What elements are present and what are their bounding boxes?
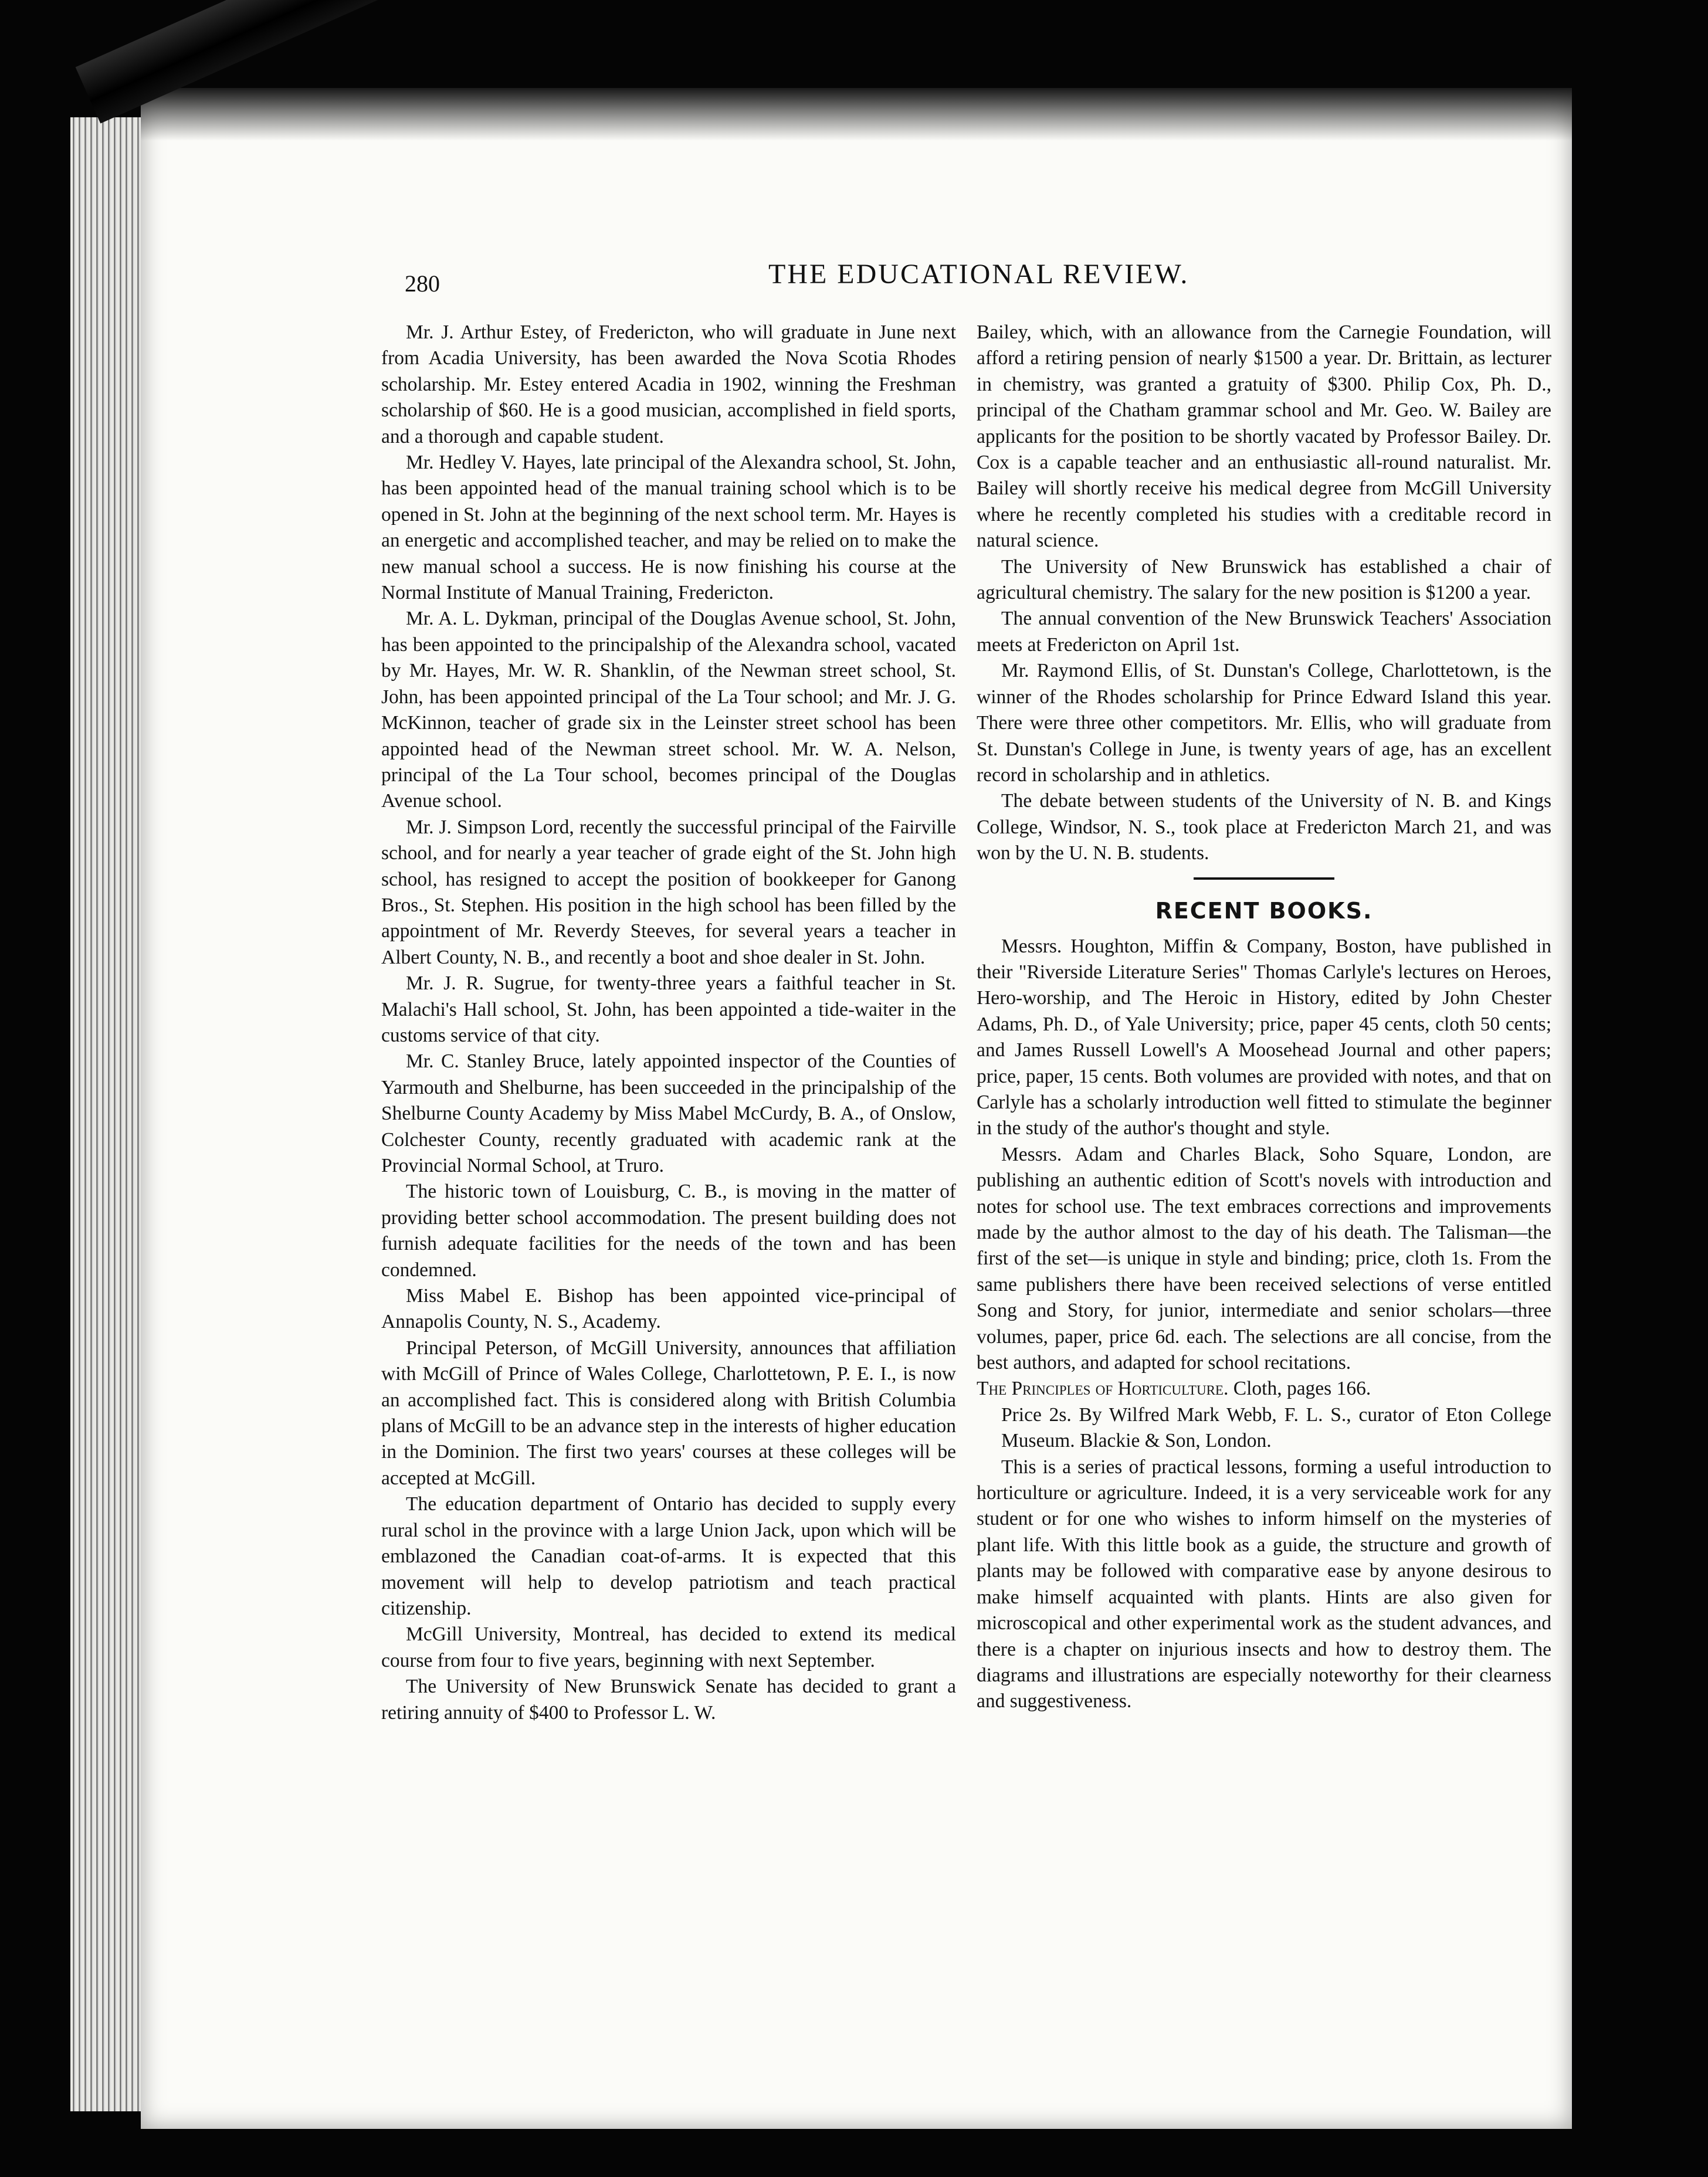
- running-title: THE EDUCATIONAL REVIEW.: [768, 259, 1190, 290]
- article-paragraph: The University of New Brunswick has established a chair of agricultural chemistry. The salary for the new position is $1200 a year.: [977, 555, 1551, 604]
- book-notice: Messrs. Adam and Charles Black, Soho Square, London, are publishing an authentic edition of Scott's novels with introduction and notes for school use. The text embraces corrections and improvements made by the author almost to the day of his death. The Talisman—the first of the set—is unique in style and binding; price, cloth 1s. From the same publishers there have been received selections of verse entitled Song and Story, for junior, intermediate and senior scholars—three volumes, paper, price 6d. each. The selections are all concise, from the best authors, and adapted for school recitations.: [977, 1143, 1551, 1374]
- article-paragraph-continued: Bailey, which, with an allowance from the Carnegie Foundation, will afford a retiring pension of nearly $1500 a year. Dr. Brittain, as lecturer in chemistry, was granted a gratuity of $300. Philip Cox, Ph. D., principal of the Chatham grammar school and Mr. Geo. W. Bailey are applicants for the position to be shortly vacated by Professor Bailey. Dr. Cox is a capable teacher and an enthusiastic all-round naturalist. Mr. Bailey will shortly receive his medical degree from McGill University where he recently completed his studies with a creditable record in natural science.: [977, 321, 1551, 552]
- page-header: [405, 258, 1531, 305]
- article-paragraph: The University of New Brunswick Senate has decided to grant a retiring annuity of $400 to Professor L. W.: [381, 1676, 956, 1724]
- page-edge-stack: [70, 117, 141, 2111]
- section-rule: [1194, 877, 1334, 880]
- review-book-details: Cloth, pages 166.: [1228, 1378, 1371, 1400]
- right-column: [977, 320, 1551, 1715]
- article-paragraph: The debate between students of the University of N. B. and Kings College, Windsor, N. S., took place at Fredericton March 21, and was won by the U. N. B. students.: [977, 790, 1551, 864]
- article-paragraph: Mr. J. R. Sugrue, for twenty-three years a faithful teacher in St. Malachi's Hall school, St. John, has been appointed a tide-waiter in the customs service of that city.: [381, 972, 956, 1046]
- article-paragraph: Mr. J. Simpson Lord, recently the successful principal of the Fairville school, and for nearly a year teacher of grade eight of the St. John high school, has resigned to accept the position of bookkeeper for Ganong Bros., St. Stephen. His position in the high school has been filled by the appointment of Mr. Reverdy Steeves, for several years a teacher in Albert County, N. B., and recently a boot and shoe dealer in St. John.: [381, 816, 956, 968]
- article-paragraph: The education department of Ontario has decided to supply every rural schol in the province with a large Union Jack, upon which will be emblazoned the Canadian coat-of-arms. It is expected that this movement will help to develop patriotism and teach practical citizenship.: [381, 1493, 956, 1619]
- article-paragraph: Miss Mabel E. Bishop has been appointed vice-principal of Annapolis County, N. S., Academy.: [381, 1285, 956, 1333]
- article-paragraph: McGill University, Montreal, has decided to extend its medical course from four to five years, beginning with next September.: [381, 1623, 956, 1671]
- review-body: This is a series of practical lessons, forming a useful introduction to horticulture or agriculture. Indeed, it is a very serviceable work for any student or for one who wishes to inform himself on the mysteries of plant life. With this little book as a guide, the structure and growth of plants may be followed with comparative ease by anyone desirous to make himself acquainted with plants. Hints are also given for microscopical and other experimental work as the student advances, and there is a chapter on injurious insects and how to destroy them. The diagrams and illustrations are especially noteworthy for their clearness and suggestiveness.: [977, 1456, 1551, 1713]
- review-publication-info: Price 2s. By Wilfred Mark Webb, F. L. S., curator of Eton College Museum. Blackie & Son, London.: [1001, 1403, 1551, 1452]
- article-paragraph: Mr. J. Arthur Estey, of Fredericton, who will graduate in June next from Acadia University, has been awarded the Nova Scotia Rhodes scholarship. Mr. Estey entered Acadia in 1902, winning the Freshman scholarship of $60. He is a good musician, accomplished in field sports, and a thorough and capable student.: [381, 321, 956, 447]
- article-paragraph: Mr. A. L. Dykman, principal of the Douglas Avenue school, St. John, has been appointed to the principalship of the Alexandra school, vacated by Mr. Hayes, Mr. W. R. Shanklin, of the Newman street school, St. John, has been appointed principal of the La Tour school; and Mr. J. G. McKinnon, teacher of grade six in the Leinster street school has been appointed head of the Newman street school. Mr. W. A. Nelson, principal of the La Tour school, becomes principal of the Douglas Avenue school.: [381, 608, 956, 812]
- review-citation: [977, 1376, 1551, 1402]
- article-paragraph: Mr. C. Stanley Bruce, lately appointed inspector of the Counties of Yarmouth and Shelburne, has been succeeded in the principalship of the Shelburne County Academy by Miss Mabel McCurdy, B. A., of Onslow, Colchester County, recently graduated with academic rank at the Provincial Normal School, at Truro.: [381, 1050, 956, 1176]
- page-number: 280: [405, 270, 440, 297]
- article-paragraph: The annual convention of the New Brunswick Teachers' Association meets at Fredericton on April 1st.: [977, 608, 1551, 656]
- article-paragraph: Mr. Hedley V. Hayes, late principal of the Alexandra school, St. John, has been appointed head of the manual training school which is to be opened in St. John at the beginning of the next school term. Mr. Hayes is an energetic and accomplished teacher, and may be relied on to make the new manual school a success. He is now finishing his course at the Normal Institute of Manual Training, Fredericton.: [381, 452, 956, 604]
- recent-books-heading: RECENT BOOKS.: [1155, 897, 1373, 924]
- article-paragraph: Principal Peterson, of McGill University, announces that affiliation with McGill of Prince of Wales College, Charlottetown, P. E. I., is now an accomplished fact. This is considered along with British Columbia plans of McGill to be an advance step in the interests of higher education in the Dominion. The first two years' courses at these colleges will be accepted at McGill.: [381, 1337, 956, 1489]
- top-shadow: [141, 88, 1572, 141]
- article-paragraph: The historic town of Louisburg, C. B., is moving in the matter of providing better school accommodation. The present building does not furnish adequate facilities for the needs of the town and has been condemned.: [381, 1181, 956, 1281]
- left-column: [381, 320, 956, 1726]
- review-book-title: The Principles of Horticulture.: [977, 1378, 1229, 1400]
- book-notice: Messrs. Houghton, Miffin & Company, Boston, have published in their "Riverside Literature Series" Thomas Carlyle's lectures on Heroes, Hero-worship, and The Heroic in History, edited by John Chester Adams, Ph. D., of Yale University; price, paper 45 cents, cloth 50 cents; and James Russell Lowell's A Moosehead Journal and other papers; price, paper, 15 cents. Both volumes are provided with notes, and that on Carlyle has a scholarly introduction well fitted to stimulate the beginner in the study of the author's thought and style.: [977, 935, 1551, 1140]
- article-paragraph: Mr. Raymond Ellis, of St. Dunstan's College, Charlottetown, is the winner of the Rhodes scholarship for Prince Edward Island this year. There were three other competitors. Mr. Ellis, who will graduate from St. Dunstan's College in June, is twenty years of age, has an excellent record in scholarship and in athletics.: [977, 660, 1551, 786]
